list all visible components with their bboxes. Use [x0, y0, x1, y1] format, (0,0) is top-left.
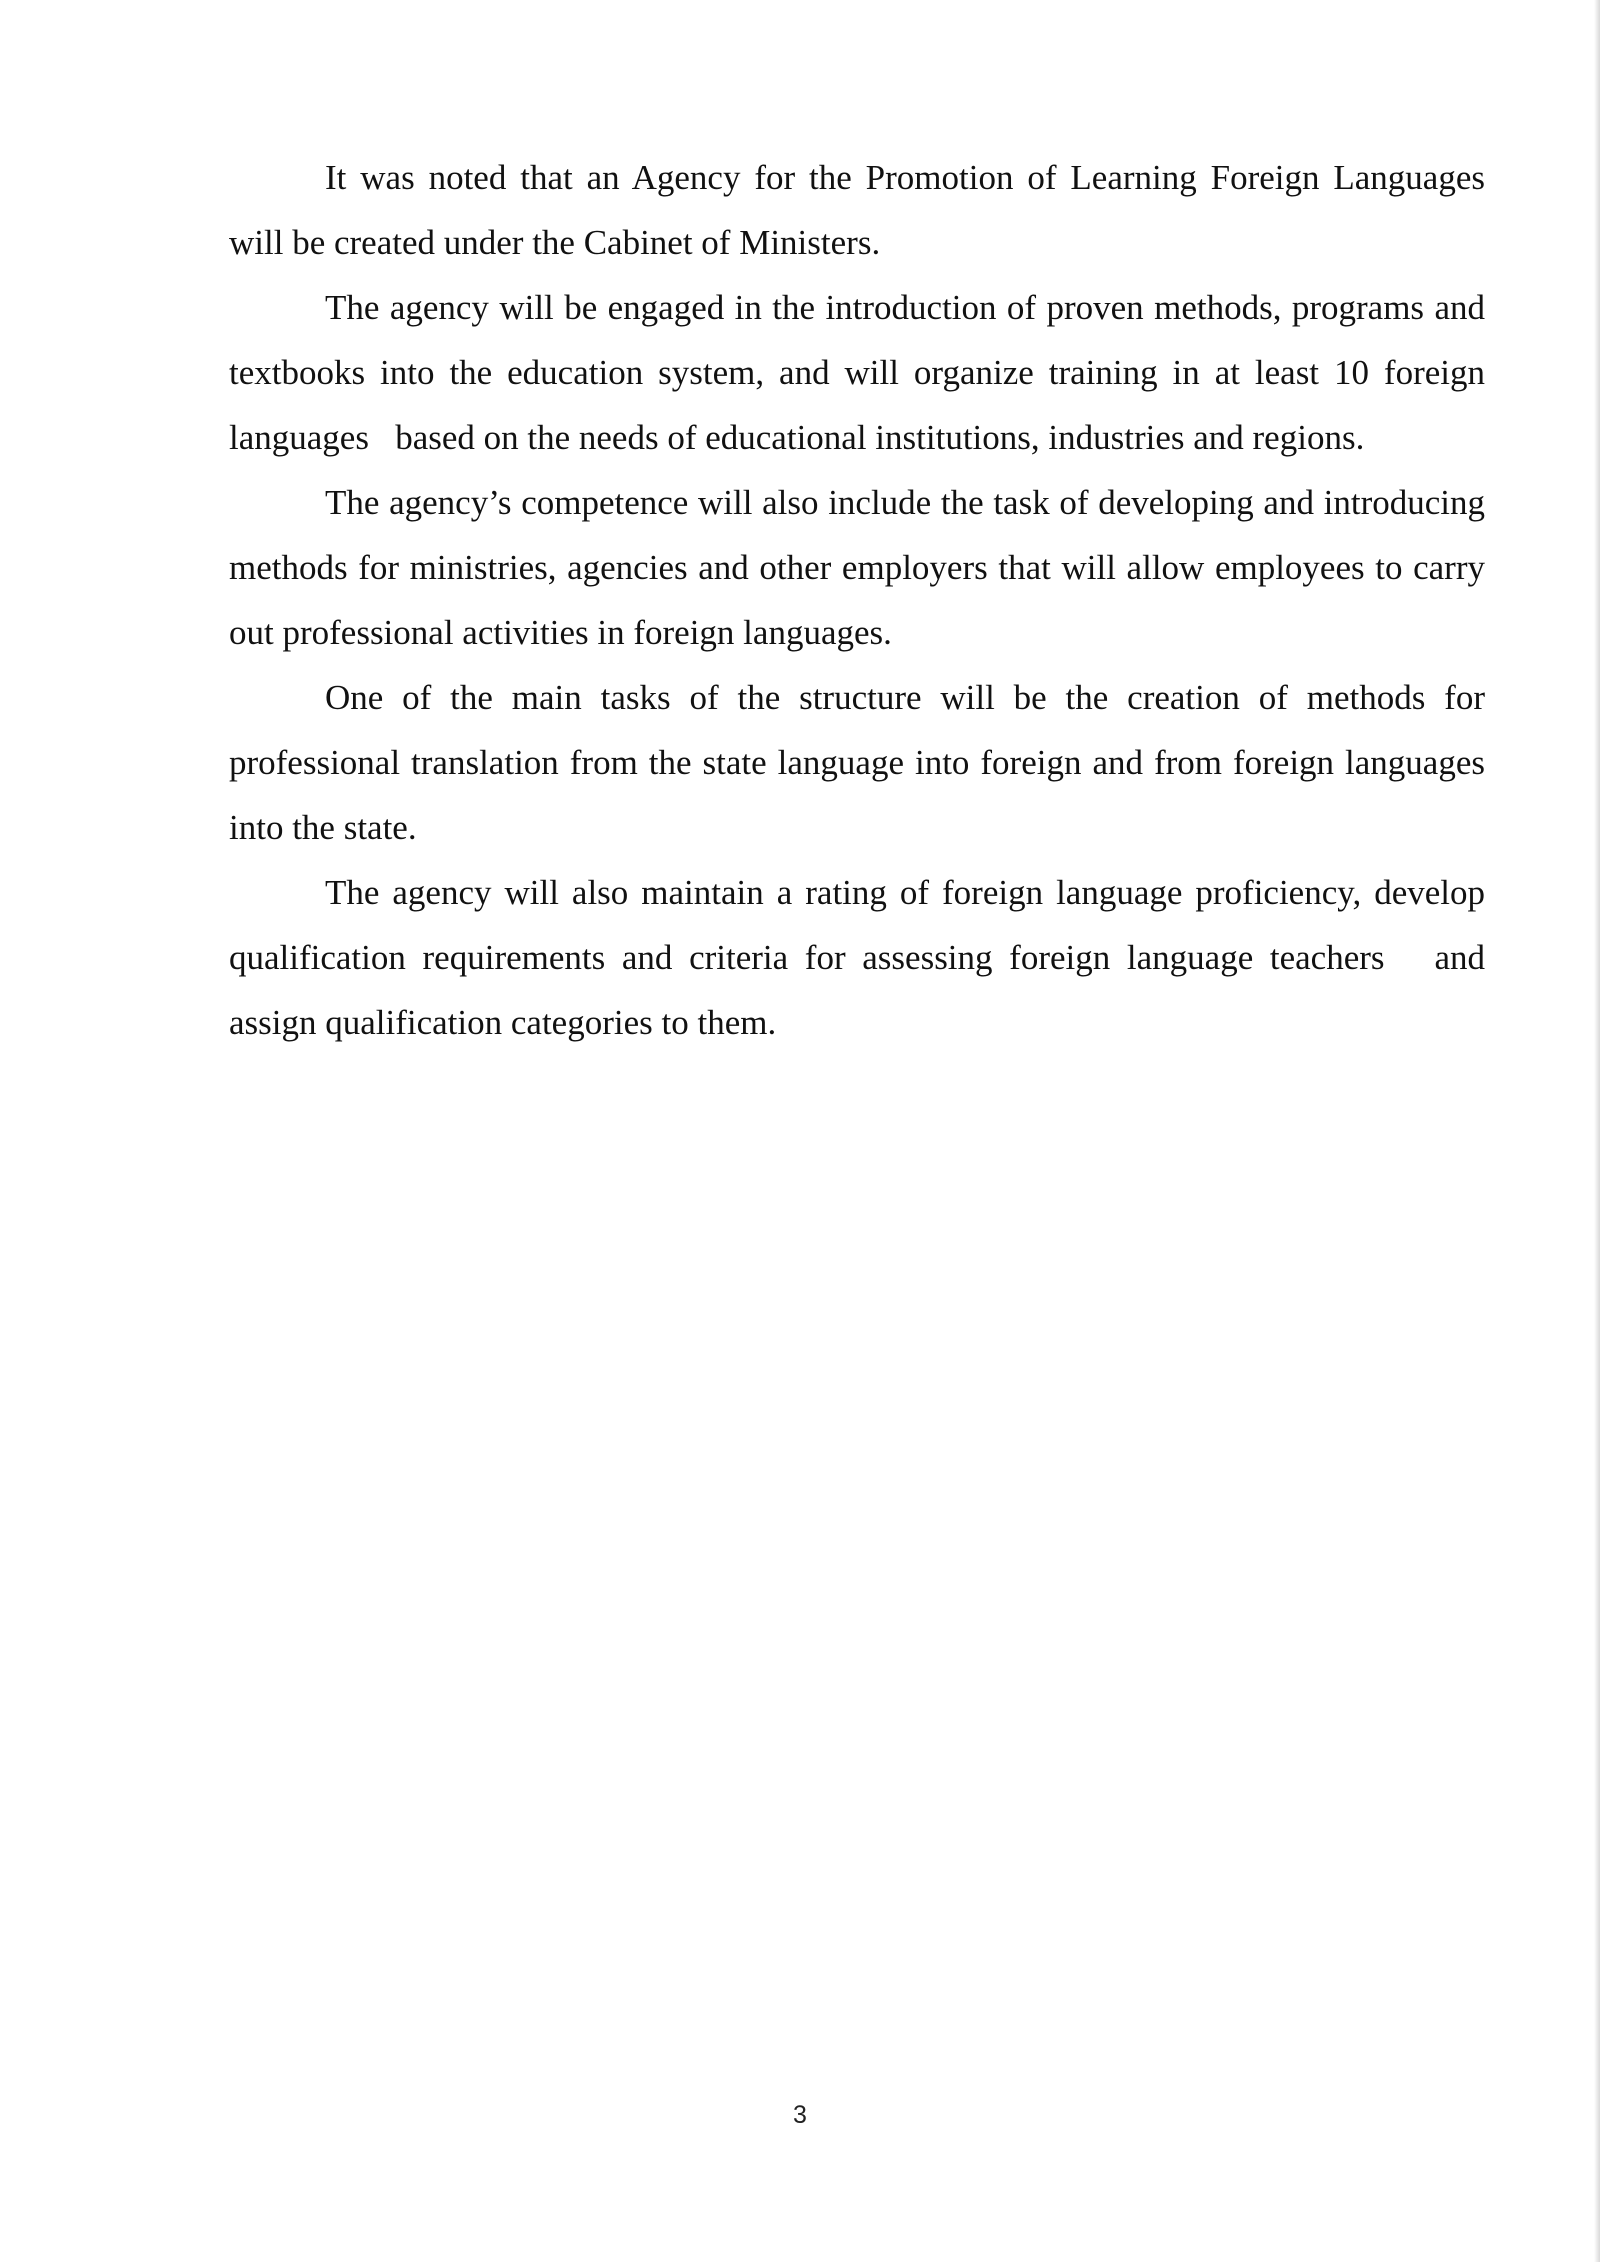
- paragraph-agency-competence: The agency’s competence will also include the task of developing and introducing methods for ministries, agencies and other employers that will allow employees to carry out professional activities in foreign languages.: [229, 483, 1494, 652]
- paragraph-translation-methods: One of the main tasks of the structure will be the creation of methods for professional translation from the state language into foreign and from foreign languages into the state.: [229, 678, 1512, 847]
- page-number: 3: [793, 2101, 807, 2129]
- paragraph-agency-engagement: The agency will be engaged in the introduction of proven methods, programs and textbooks into the education system, and will organize training in at least 10 foreign languages based on the needs of educational institutions, industries and regions.: [229, 288, 1494, 457]
- paragraph-agency-creation: It was noted that an Agency for the Promotion of Learning Foreign Languages will be created under the Cabinet of Ministers.: [229, 158, 1494, 262]
- page-edge-shadow: [1594, 0, 1600, 2262]
- body-text: [229, 145, 1512, 1055]
- paragraph-proficiency-rating: The agency will also maintain a rating of foreign language proficiency, develop qualification requirements and criteria for assessing foreign language teachers and assign qualification categories to them.: [229, 873, 1494, 1042]
